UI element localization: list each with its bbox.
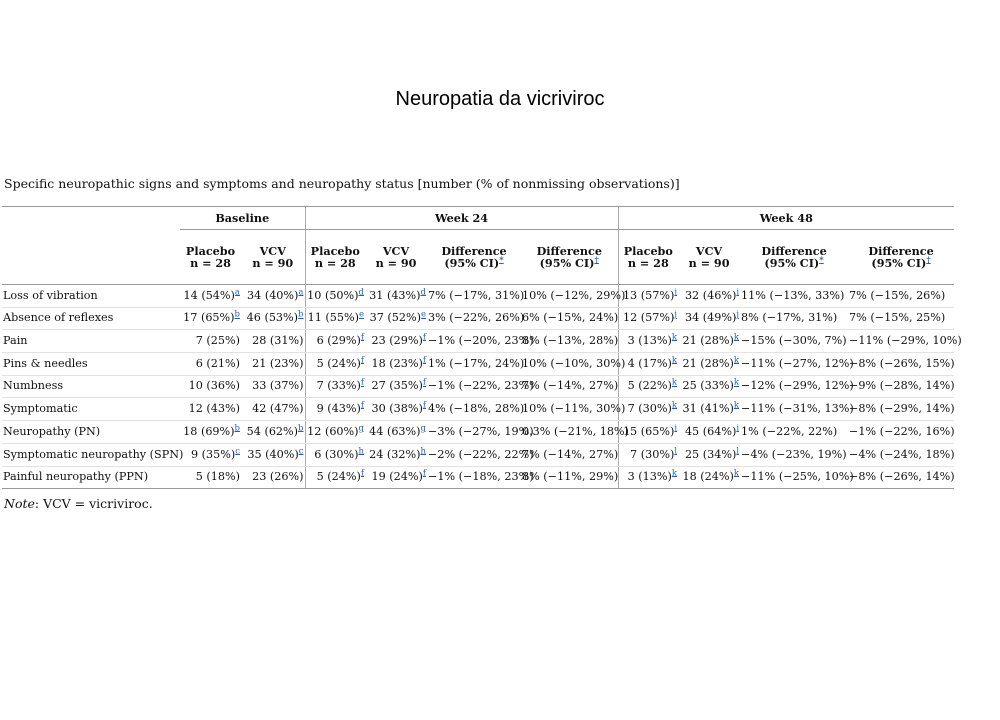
col-w48-vcv: VCV n = 90 bbox=[688, 243, 730, 270]
baseline-vcv-cell: 33 (37%) bbox=[241, 375, 305, 398]
row-label: Symptomatic bbox=[2, 398, 180, 421]
w24-diff-star-cell: 3% (−22%, 26%) bbox=[427, 307, 521, 330]
w24-diff-dagger-cell: 0.3% (−21%, 18%) bbox=[521, 421, 618, 444]
w24-diff-dagger-cell: 6% (−15%, 24%) bbox=[521, 307, 618, 330]
footnote-link[interactable]: h bbox=[420, 445, 426, 456]
baseline-vcv-cell: 21 (23%) bbox=[241, 353, 305, 376]
footnote-link[interactable]: k bbox=[733, 400, 740, 411]
col-w24-vcv: VCV n = 90 bbox=[375, 243, 417, 270]
w24-vcv-cell: 30 (38%)$^f$ bbox=[365, 398, 427, 421]
w48-vcv-cell: 21 (28%)$^k$ bbox=[678, 353, 740, 376]
w48-placebo-cell: 5 (22%)$^k$ bbox=[618, 375, 678, 398]
footnote-link[interactable]: k bbox=[733, 332, 740, 343]
footnote-link[interactable]: k bbox=[733, 468, 740, 479]
footnote-dagger-link[interactable]: † bbox=[594, 255, 599, 266]
w48-diff-dagger-cell: 7% (−15%, 26%) bbox=[848, 285, 954, 308]
w24-diff-dagger-cell: 7% (−14%, 27%) bbox=[521, 375, 618, 398]
w24-placebo-cell: 6 (30%)$^h$ bbox=[305, 443, 365, 466]
w48-vcv-cell: 25 (33%)$^k$ bbox=[678, 375, 740, 398]
w24-diff-star-cell: 4% (−18%, 28%) bbox=[427, 398, 521, 421]
footnote-link[interactable]: h bbox=[358, 445, 364, 456]
footnote-link[interactable]: c bbox=[298, 445, 304, 456]
w48-placebo-cell: 3 (13%)$^k$ bbox=[618, 466, 678, 489]
w24-vcv-cell: 31 (43%)$^d$ bbox=[365, 285, 427, 308]
w48-diff-star-cell: −11% (−25%, 10%) bbox=[740, 466, 848, 489]
footnote-link[interactable]: d bbox=[358, 286, 364, 297]
w24-placebo-cell: 12 (60%)$^g$ bbox=[305, 421, 365, 444]
row-label: Pins & needles bbox=[2, 353, 180, 376]
w48-diff-star-cell: 1% (−22%, 22%) bbox=[740, 421, 848, 444]
w48-diff-dagger-cell: −9% (−28%, 14%) bbox=[848, 375, 954, 398]
footnote-link[interactable]: f bbox=[422, 468, 426, 479]
w24-placebo-cell: 6 (29%)$^f$ bbox=[305, 330, 365, 353]
w24-diff-star-cell: −3% (−27%, 19%) bbox=[427, 421, 521, 444]
table-header bbox=[2, 207, 954, 285]
footnote-link[interactable]: f bbox=[360, 468, 364, 479]
footnote-link[interactable]: k bbox=[671, 332, 678, 343]
slide-title: Neuropatia da vicriviroc bbox=[395, 88, 605, 110]
w24-diff-star-cell: 7% (−17%, 31%) bbox=[427, 285, 521, 308]
footnote-link[interactable]: l bbox=[674, 445, 678, 456]
baseline-vcv-cell: 34 (40%)$^a$ bbox=[241, 285, 305, 308]
w48-diff-star-cell: 8% (−17%, 31%) bbox=[740, 307, 848, 330]
w24-diff-dagger-cell: 8% (−11%, 29%) bbox=[521, 466, 618, 489]
footnote-star-link[interactable]: * bbox=[819, 255, 824, 266]
col-w48-diff-dagger: Difference (95% CI)† bbox=[868, 243, 934, 270]
footnote-link[interactable]: f bbox=[422, 377, 426, 388]
w48-diff-dagger-cell: −8% (−26%, 15%) bbox=[848, 353, 954, 376]
footnote-link[interactable]: l bbox=[736, 445, 740, 456]
footnote-link[interactable]: f bbox=[422, 332, 426, 343]
col-w24-diff-dagger: Difference (95% CI)† bbox=[536, 243, 602, 270]
w48-diff-star-cell: −4% (−23%, 19%) bbox=[740, 443, 848, 466]
header-blank-2 bbox=[2, 230, 180, 285]
footnote-link[interactable]: e bbox=[358, 309, 364, 320]
w24-vcv-cell: 23 (29%)$^f$ bbox=[365, 330, 427, 353]
baseline-placebo-cell: 14 (54%)$^a$ bbox=[180, 285, 241, 308]
baseline-vcv-cell: 23 (26%) bbox=[241, 466, 305, 489]
footnote-link[interactable]: d bbox=[420, 286, 426, 297]
col-w48-placebo: Placebo n = 28 bbox=[618, 230, 678, 285]
w48-placebo-cell: 4 (17%)$^k$ bbox=[618, 353, 678, 376]
w48-diff-star-cell: −11% (−27%, 12%) bbox=[740, 353, 848, 376]
w24-placebo-cell: 10 (50%)$^d$ bbox=[305, 285, 365, 308]
w48-vcv-cell: 18 (24%)$^k$ bbox=[678, 466, 740, 489]
baseline-placebo-cell: 10 (36%) bbox=[180, 375, 241, 398]
w24-diff-dagger-cell: 10% (−12%, 29%) bbox=[521, 285, 618, 308]
baseline-placebo-cell: 18 (69%)$^b$ bbox=[180, 421, 241, 444]
footnote-link[interactable]: g bbox=[358, 423, 364, 434]
w48-vcv-cell: 45 (64%)$^i$ bbox=[678, 421, 740, 444]
footnote-link[interactable]: b bbox=[298, 309, 304, 320]
w24-diff-dagger-cell: 10% (−10%, 30%) bbox=[521, 353, 618, 376]
footnote-link[interactable]: k bbox=[671, 355, 678, 366]
footnote-link[interactable]: i bbox=[674, 423, 678, 434]
table-body bbox=[2, 285, 962, 489]
footnote-link[interactable]: a bbox=[298, 286, 304, 297]
w48-vcv-cell: 31 (41%)$^k$ bbox=[678, 398, 740, 421]
baseline-vcv-cell: 42 (47%) bbox=[241, 398, 305, 421]
table-row bbox=[2, 375, 954, 398]
footnote-link[interactable]: j bbox=[674, 309, 678, 320]
w24-vcv-cell: 37 (52%)$^e$ bbox=[365, 307, 427, 330]
w48-placebo-cell: 7 (30%)$^k$ bbox=[618, 398, 678, 421]
table-row bbox=[2, 466, 954, 489]
footnote-link[interactable]: b bbox=[234, 423, 240, 434]
footnote-link[interactable]: i bbox=[736, 286, 740, 297]
footnote-link[interactable]: f bbox=[360, 355, 364, 366]
footnote-link[interactable]: f bbox=[360, 400, 364, 411]
baseline-vcv-cell: 28 (31%) bbox=[241, 330, 305, 353]
baseline-placebo-cell: 12 (43%) bbox=[180, 398, 241, 421]
group-baseline: Baseline bbox=[180, 207, 305, 230]
footnote-link[interactable]: e bbox=[420, 309, 426, 320]
footnote-link[interactable]: g bbox=[420, 423, 426, 434]
table-note: Note: VCV = vicriviroc. bbox=[4, 496, 153, 511]
footnote-link[interactable]: k bbox=[671, 400, 678, 411]
w24-vcv-cell: 18 (23%)$^f$ bbox=[365, 353, 427, 376]
footnote-link[interactable]: k bbox=[733, 377, 740, 388]
w48-diff-star-cell: −11% (−31%, 13%) bbox=[740, 398, 848, 421]
w48-vcv-cell: 32 (46%)$^i$ bbox=[678, 285, 740, 308]
row-label: Absence of reflexes bbox=[2, 307, 180, 330]
w48-placebo-cell: 13 (57%)$^i$ bbox=[618, 285, 678, 308]
footnote-link[interactable]: b bbox=[298, 423, 304, 434]
baseline-placebo-cell: 17 (65%)$^b$ bbox=[180, 307, 241, 330]
baseline-placebo-cell: 9 (35%)$^c$ bbox=[180, 443, 241, 466]
footnote-link[interactable]: c bbox=[235, 445, 240, 456]
w24-placebo-cell: 5 (24%)$^f$ bbox=[305, 353, 365, 376]
row-label: Numbness bbox=[2, 375, 180, 398]
baseline-vcv-cell: 54 (62%)$^b$ bbox=[241, 421, 305, 444]
row-label: Loss of vibration bbox=[2, 285, 180, 308]
baseline-vcv-cell: 35 (40%)$^c$ bbox=[241, 443, 305, 466]
w24-diff-dagger-cell: 8% (−13%, 28%) bbox=[521, 330, 618, 353]
table-row bbox=[2, 421, 954, 444]
table-row bbox=[2, 353, 954, 376]
footnote-link[interactable]: i bbox=[674, 286, 678, 297]
w48-diff-star-cell: 11% (−13%, 33%) bbox=[740, 285, 848, 308]
footnote-link[interactable]: k bbox=[671, 377, 678, 388]
w48-diff-dagger-cell: −8% (−29%, 14%) bbox=[848, 398, 954, 421]
w48-placebo-cell: 3 (13%)$^k$ bbox=[618, 330, 678, 353]
w24-diff-dagger-cell: 7% (−14%, 27%) bbox=[521, 443, 618, 466]
w24-diff-star-cell: −1% (−22%, 23%) bbox=[427, 375, 521, 398]
w24-diff-star-cell: −1% (−20%, 23%) bbox=[427, 330, 521, 353]
footnote-link[interactable]: k bbox=[671, 468, 678, 479]
row-label: Pain bbox=[2, 330, 180, 353]
w48-vcv-cell: 25 (34%)$^l$ bbox=[678, 443, 740, 466]
w24-vcv-cell: 44 (63%)$^g$ bbox=[365, 421, 427, 444]
footnote-link[interactable]: f bbox=[360, 332, 364, 343]
table-row bbox=[2, 398, 954, 421]
w24-diff-star-cell: −1% (−18%, 23%) bbox=[427, 466, 521, 489]
baseline-placebo-cell: 6 (21%) bbox=[180, 353, 241, 376]
row-label: Painful neuropathy (PPN) bbox=[2, 466, 180, 489]
w48-diff-dagger-cell: −11% (−29%, 10%) bbox=[848, 330, 954, 353]
w48-diff-dagger-cell: −8% (−26%, 14%) bbox=[848, 466, 954, 489]
col-baseline-vcv: VCV n = 90 bbox=[252, 243, 294, 270]
w24-placebo-cell: 7 (33%)$^f$ bbox=[305, 375, 365, 398]
table-row bbox=[2, 330, 954, 353]
w48-diff-star-cell: −15% (−30%, 7%) bbox=[740, 330, 848, 353]
footnote-link[interactable]: j bbox=[736, 309, 740, 320]
col-w24-diff-star: Difference (95% CI)* bbox=[441, 243, 507, 270]
header-blank bbox=[2, 207, 180, 230]
w48-vcv-cell: 34 (49%)$^j$ bbox=[678, 307, 740, 330]
footnote-link[interactable]: f bbox=[422, 355, 426, 366]
footnote-dagger-link[interactable]: † bbox=[926, 255, 931, 266]
w48-placebo-cell: 15 (65%)$^i$ bbox=[618, 421, 678, 444]
baseline-placebo-cell: 7 (25%) bbox=[180, 330, 241, 353]
w48-placebo-cell: 12 (57%)$^j$ bbox=[618, 307, 678, 330]
w48-diff-star-cell: −12% (−29%, 12%) bbox=[740, 375, 848, 398]
w48-vcv-cell: 21 (28%)$^k$ bbox=[678, 330, 740, 353]
w48-placebo-cell: 7 (30%)$^l$ bbox=[618, 443, 678, 466]
table-row bbox=[2, 307, 954, 330]
w48-diff-dagger-cell: −4% (−24%, 18%) bbox=[848, 443, 954, 466]
w24-placebo-cell: 5 (24%)$^f$ bbox=[305, 466, 365, 489]
footnote-link[interactable]: b bbox=[234, 309, 240, 320]
footnote-link[interactable]: k bbox=[733, 355, 740, 366]
col-baseline-placebo: Placebo n = 28 bbox=[185, 243, 236, 270]
w24-diff-star-cell: 1% (−17%, 24%) bbox=[427, 353, 521, 376]
row-label: Neuropathy (PN) bbox=[2, 421, 180, 444]
table-row bbox=[2, 285, 954, 308]
baseline-placebo-cell: 5 (18%) bbox=[180, 466, 241, 489]
col-w24-placebo: Placebo n = 28 bbox=[305, 230, 365, 285]
w24-diff-star-cell: −2% (−22%, 22%) bbox=[427, 443, 521, 466]
w24-vcv-cell: 19 (24%)$^f$ bbox=[365, 466, 427, 489]
w48-diff-dagger-cell: 7% (−15%, 25%) bbox=[848, 307, 954, 330]
group-week48: Week 48 bbox=[618, 207, 954, 230]
w24-vcv-cell: 27 (35%)$^f$ bbox=[365, 375, 427, 398]
neuropathy-table bbox=[2, 206, 962, 489]
footnote-link[interactable]: a bbox=[234, 286, 240, 297]
w24-vcv-cell: 24 (32%)$^h$ bbox=[365, 443, 427, 466]
w24-placebo-cell: 11 (55%)$^e$ bbox=[305, 307, 365, 330]
footnote-link[interactable]: f bbox=[360, 377, 364, 388]
group-week24: Week 24 bbox=[305, 207, 618, 230]
table-row bbox=[2, 443, 954, 466]
footnote-link[interactable]: f bbox=[422, 400, 426, 411]
footnote-link[interactable]: i bbox=[736, 423, 740, 434]
row-label: Symptomatic neuropathy (SPN) bbox=[2, 443, 180, 466]
footnote-star-link[interactable]: * bbox=[499, 255, 504, 266]
baseline-vcv-cell: 46 (53%)$^b$ bbox=[241, 307, 305, 330]
w24-diff-dagger-cell: 10% (−11%, 30%) bbox=[521, 398, 618, 421]
w48-diff-dagger-cell: −1% (−22%, 16%) bbox=[848, 421, 954, 444]
col-w48-diff-star: Difference (95% CI)* bbox=[761, 243, 827, 270]
table-caption: Specific neuropathic signs and symptoms and neuropathy status [number (% of nonmissing observations)] bbox=[4, 176, 680, 191]
w24-placebo-cell: 9 (43%)$^f$ bbox=[305, 398, 365, 421]
